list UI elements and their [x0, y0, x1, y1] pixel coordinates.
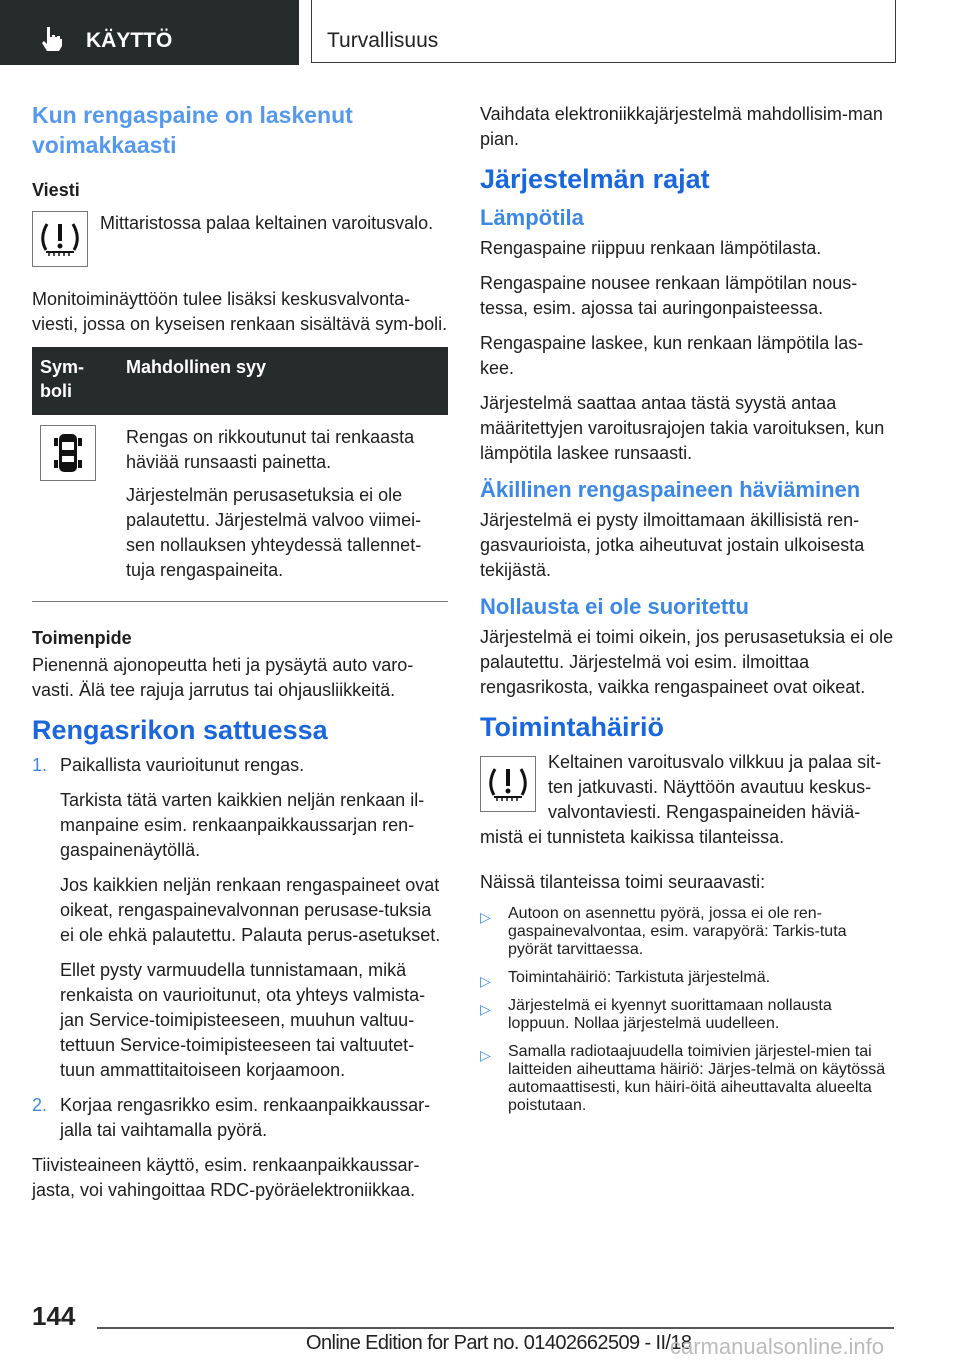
step-text: Paikallista vaurioitunut rengas. — [60, 755, 305, 775]
symbol-table — [32, 347, 448, 602]
page-number: 144 — [32, 1301, 76, 1331]
action-heading: Toimenpide — [32, 628, 132, 648]
list-item: ▷ Samalla radiotaajuudella toimivien järjestel-mien tai laitteiden aiheuttama häiriö: Järjes-telmä on käytössä automaattisesti, kun häiri-öitä aiheuttavalta alueelta poistutaan. — [480, 1043, 886, 1114]
column-header-symbol: Sym-boli — [32, 347, 118, 415]
step-text: Ellet pysty varmuudella tunnistamaan, mikä renkaista on vaurioitunut, ota yhteys valmista-jan Service-toimipisteeseen, muuhun valtuu-tettuun Service-toimipisteeseen tai valtuutet-tuun ammattitaitoiseen korjaamoon. — [60, 960, 426, 1080]
tire-pressure-warning-icon — [32, 211, 88, 267]
section-heading-pressure-drop: Kun rengaspaine on laskenut voimakkaasti — [32, 102, 353, 158]
sudden-text: Järjestelmä ei pysty ilmoittamaan äkillisistä ren-gasvaurioista, jotka aiheutuvat jostain ulkoisesta tekijästä. — [480, 510, 865, 580]
step-text: Jos kaikkien neljän renkaan rengaspaineet ovat oikeat, rengaspainevalvonnan perusase-tuksia ei ole ehkä palautettu. Palauta perus-asetukset. — [60, 875, 441, 945]
cause-text: Rengas on rikkoutunut tai renkaasta häviää runsaasti painetta. — [126, 427, 415, 472]
subheading-sudden-loss: Äkillinen rengaspaineen häviäminen — [480, 477, 861, 502]
step-item — [32, 753, 448, 1083]
footer-divider — [97, 1327, 894, 1329]
chapter-tab — [0, 0, 299, 65]
step-number: 2. — [32, 1095, 48, 1115]
action-text: Pienennä ajonopeutta heti ja pysäytä auto varo-vasti. Älä tee rajuja jarrutus tai ohjausliikkeitä. — [32, 655, 414, 700]
bullet-triangle-icon: ▷ — [480, 909, 491, 925]
malfunction-text: Keltainen varoitusvalo vilkkuu ja palaa sit-ten jatkuvasti. Näyttöön avautuu keskus-valvontaviesti. Rengaspaineiden häviä-mistä ei tunnisteta kaikissa tilanteissa. — [480, 752, 882, 847]
puncture-steps — [32, 753, 448, 1143]
subheading-reset: Nollausta ei ole suoritettu — [480, 594, 749, 619]
temp-text: Järjestelmä saattaa antaa tästä syystä antaa määritettyjen varoitusrajojen takia varoituksen, kun lämpötila laskee runsaasti. — [480, 393, 885, 463]
section-tab — [311, 0, 896, 63]
message-text: Mittaristossa palaa keltainen varoitusvalo. — [100, 213, 434, 233]
bullet-triangle-icon: ▷ — [480, 1001, 491, 1017]
subheading-temperature: Lämpötila — [480, 205, 584, 230]
malfunction-block — [480, 750, 894, 860]
cause-text: Järjestelmän perusasetuksia ei ole palautettu. Järjestelmä valvoo viimei-sen nollauksen yhteydessä tallennet-tuja rengaspaineita. — [126, 485, 422, 580]
symbol-cell — [32, 415, 118, 602]
bullet-triangle-icon: ▷ — [480, 1047, 491, 1063]
chapter-title: KÄYTTÖ — [86, 29, 173, 52]
watermark-link[interactable]: carmanualsonline.info — [670, 1334, 885, 1359]
column-header-cause: Mahdollinen syy — [118, 347, 448, 415]
step-item — [32, 1093, 448, 1143]
step-number: 1. — [32, 755, 48, 775]
section-title: Turvallisuus — [327, 29, 439, 52]
step-text: Tarkista tätä varten kaikkien neljän renkaan il-manpaine esim. renkaanpaikkaussarjan ren-gaspainenäytöllä. — [60, 790, 425, 860]
section-heading-malfunction: Toimintahäiriö — [480, 712, 665, 742]
message-row — [32, 211, 448, 267]
temp-text: Rengaspaine nousee renkaan lämpötilan nous-tessa, esim. ajossa tai auringonpaisteessa. — [480, 273, 858, 318]
temp-text: Rengaspaine riippuu renkaan lämpötilasta. — [480, 238, 822, 258]
left-column — [32, 100, 448, 1213]
list-item: ▷ Järjestelmä ei kyennyt suorittamaan nollausta loppuun. Nollaa järjestelmä uudelleen. — [480, 997, 832, 1032]
sealant-text: Tiivisteaineen käyttö, esim. renkaanpaikkaussar-jasta, voi vahingoittaa RDC-pyöräelektroniikkaa. — [32, 1155, 420, 1200]
edition-text: Online Edition for Part no. 01402662509 - II/18 — [306, 1332, 692, 1354]
situations-list — [480, 905, 894, 1115]
reset-text: Järjestelmä ei toimi oikein, jos perusasetuksia ei ole palautettu. Järjestelmä voi esim. ilmoittaa rengasrikosta, vaikka rengaspaineet ovat oikeat. — [480, 627, 894, 697]
list-item: ▷ Toimintahäiriö: Tarkistuta järjestelmä. — [480, 969, 894, 987]
situations-intro: Näissä tilanteissa toimi seuraavasti: — [480, 872, 766, 892]
section-heading-limits: Järjestelmän rajat — [480, 164, 710, 194]
message-paragraph: Monitoiminäyttöön tulee lisäksi keskusvalvonta-viesti, jossa on kyseisen renkaan sisältävä sym-boli. — [32, 289, 448, 334]
message-heading: Viesti — [32, 180, 80, 200]
list-item: ▷ Autoon on asennettu pyörä, jossa ei ole ren-gaspainevalvontaa, esim. varapyörä: Tarkis-tuta pyörät tarvittaessa. — [480, 905, 847, 958]
tire-pressure-warning-icon — [480, 756, 536, 812]
right-column — [480, 102, 894, 1125]
hand-pointer-icon — [40, 26, 64, 52]
table-row — [32, 415, 448, 602]
car-tires-top-view-icon — [40, 425, 96, 481]
section-heading-puncture: Rengasrikon sattuessa — [32, 715, 328, 745]
intro-text: Vaihdata elektroniikkajärjestelmä mahdollisim-man pian. — [480, 104, 883, 149]
temp-text: Rengaspaine laskee, kun renkaan lämpötila las-kee. — [480, 333, 864, 378]
table-header-row — [32, 347, 448, 415]
cause-cell — [118, 415, 448, 602]
step-text: Korjaa rengasrikko esim. renkaanpaikkaussar-jalla tai vaihtamalla pyörä. — [60, 1095, 431, 1140]
bullet-triangle-icon: ▷ — [480, 973, 491, 989]
